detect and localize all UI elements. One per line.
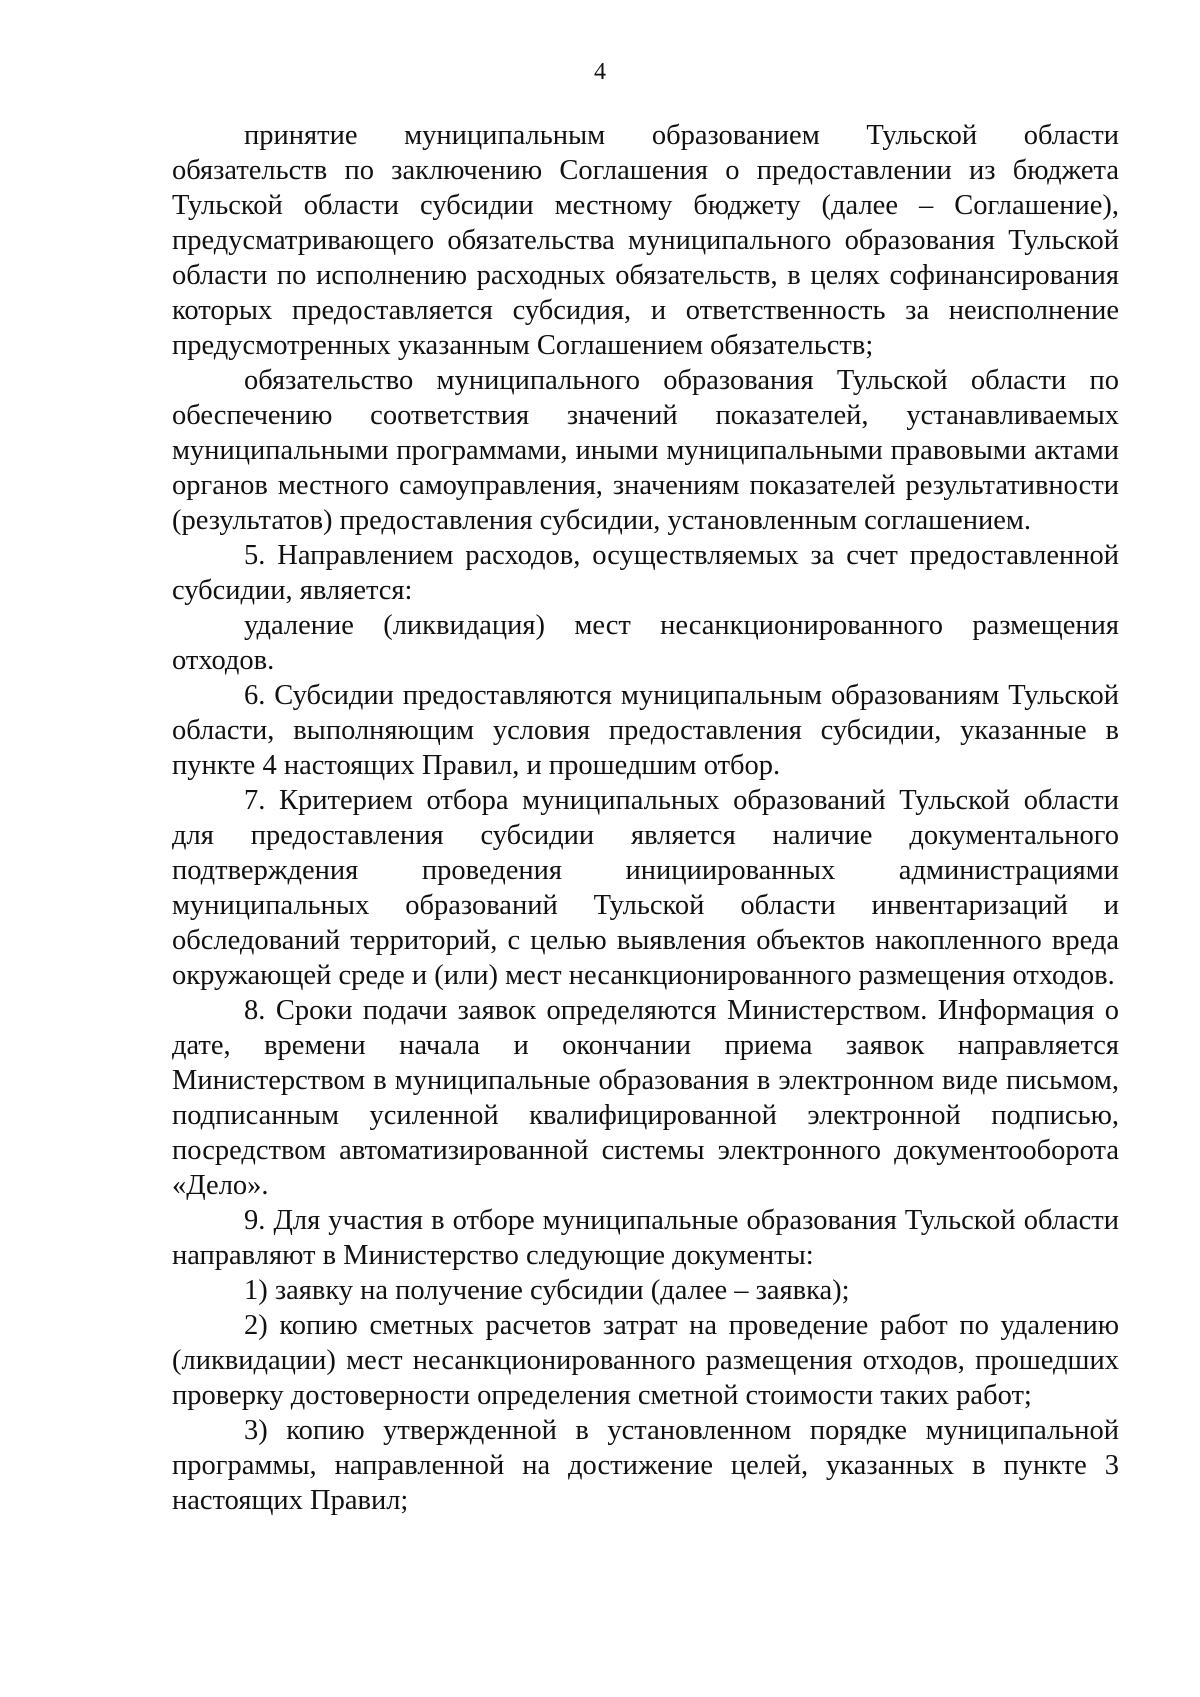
list-item-2: 2) копию сметных расчетов затрат на проведение работ по удалению (ликвидации) мест несанкционированного размещения отходов, прошедших проверку достоверности определения сметной стоимости таких работ; — [172, 1310, 1119, 1411]
paragraph-item-9: 9. Для участия в отборе муниципальные образования Тульской области направляют в Министерство следующие документы: — [172, 1205, 1119, 1271]
paragraph-obligations: принятие муниципальным образованием Тульской области обязательств по заключению Соглашения о предоставлении из бюджета Тульской области субсидии местному бюджету (далее – Соглашение), предусматривающего обязательства муниципального образования Тульской области по исполнению расходных обязательств, в целях софинансирования которых предоставляется субсидия, и ответственность за неисполнение предусмотренных указанным Соглашением обязательств; — [172, 120, 1119, 361]
document-body — [172, 118, 1119, 1518]
paragraph-item-8: 8. Сроки подачи заявок определяются Министерством. Информация о дате, времени начала и окончании приема заявок направляется Министерством в муниципальные образования в электронном виде письмом, подписанным усиленной квалифицированной электронной подписью, посредством автоматизированной системы электронного документооборота «Дело». — [172, 995, 1119, 1201]
paragraph-item-5: 5. Направлением расходов, осуществляемых за счет предоставленной субсидии, является: — [172, 540, 1119, 606]
paragraph-waste-removal: удаление (ликвидация) мест несанкционированного размещения отходов. — [172, 610, 1119, 676]
list-item-3: 3) копию утвержденной в установленном порядке муниципальной программы, направленной на достижение целей, указанных в пункте 3 настоящих Правил; — [172, 1415, 1119, 1516]
paragraph-item-7: 7. Критерием отбора муниципальных образований Тульской области для предоставления субсидии является наличие документального подтверждения проведения инициированных администрациями муниципальных образований Тульской области инвентаризаций и обследований территорий, с целью выявления объектов накопленного вреда окружающей среде и (или) мест несанкционированного размещения отходов. — [172, 785, 1119, 991]
list-item-1: 1) заявку на получение субсидии (далее – заявка); — [244, 1275, 850, 1306]
paragraph-indicators: обязательство муниципального образования Тульской области по обеспечению соответствия значений показателей, устанавливаемых муниципальными программами, иными муниципальными правовыми актами органов местного самоуправления, значениям показателей результативности (результатов) предоставления субсидии, установленным соглашением. — [172, 365, 1119, 536]
page-number: 4 — [594, 59, 606, 85]
paragraph-item-6: 6. Субсидии предоставляются муниципальным образованиям Тульской области, выполняющим условия предоставления субсидии, указанные в пункте 4 настоящих Правил, и прошедшим отбор. — [172, 680, 1119, 781]
